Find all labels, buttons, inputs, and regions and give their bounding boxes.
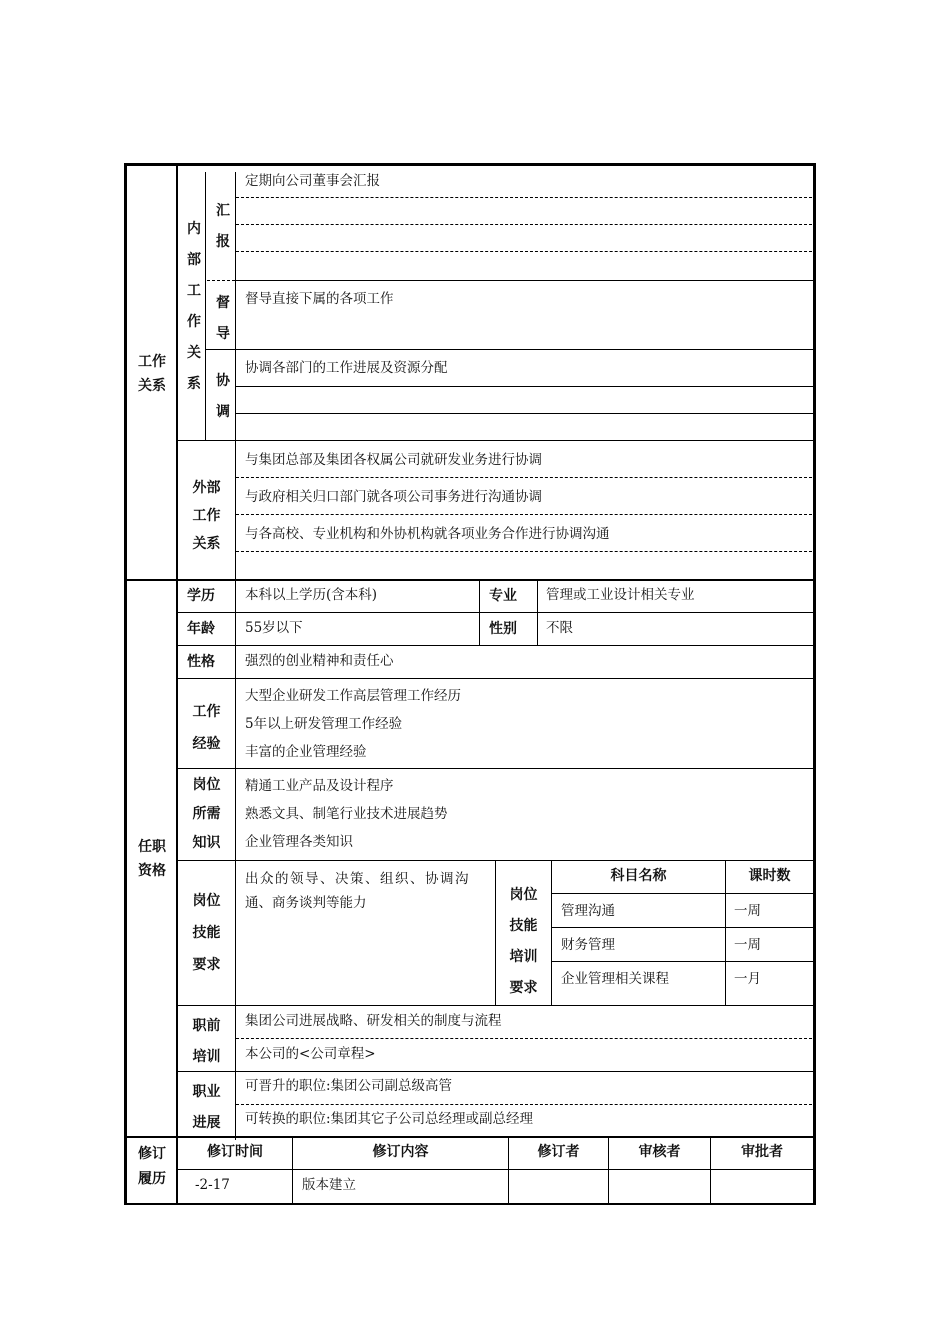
- career-label: 职业 进展: [192, 1084, 221, 1131]
- section-divider: [124, 579, 816, 581]
- row-divider: [235, 386, 813, 387]
- revision-time-header: 修订时间: [207, 1144, 263, 1160]
- row-divider: [176, 1169, 813, 1170]
- knowledge-item-1: 精通工业产品及设计程序: [245, 778, 394, 794]
- revision-content-header: 修订内容: [372, 1144, 429, 1160]
- col-divider: [537, 580, 538, 645]
- row-divider: [205, 349, 813, 350]
- col-divider-internal: [205, 172, 206, 440]
- row-divider: [235, 413, 813, 414]
- age-value: 55岁以下: [245, 620, 303, 636]
- training-subject-3: 企业管理相关课程: [561, 971, 669, 987]
- major-label: 专业: [489, 588, 517, 604]
- skills-label: 岗位 技能 要求: [192, 893, 221, 973]
- dashed-line: [236, 197, 812, 198]
- gender-value: 不限: [546, 620, 573, 636]
- report-label: 汇 报: [216, 203, 230, 250]
- external-item-1: 与集团总部及集团各权属公司就研发业务进行协调: [245, 452, 542, 468]
- internal-relations-label: 内 部 工 作 关 系: [187, 221, 201, 392]
- revision-content-value: 版本建立: [302, 1177, 356, 1193]
- external-item-2: 与政府相关归口部门就各项公司事务进行沟通协调: [245, 489, 542, 505]
- training-hours-2: 一周: [734, 937, 761, 953]
- major-value: 管理或工业设计相关专业: [546, 587, 695, 603]
- skills-text-line1: 出众的领导、决策、组织、协调沟: [245, 871, 470, 887]
- row-divider: [176, 678, 813, 679]
- col-divider-content: [235, 172, 236, 1140]
- row-divider: [207, 280, 235, 281]
- experience-item-2: 5年以上研发管理工作经验: [245, 716, 403, 732]
- dashed-line: [236, 1038, 812, 1039]
- personality-label: 性格: [187, 654, 215, 670]
- training-label: 岗位 技能 培训 要求: [509, 887, 538, 996]
- training-subject-2: 财务管理: [561, 937, 615, 953]
- report-item: 定期向公司董事会汇报: [245, 173, 380, 189]
- training-hours-header: 课时数: [748, 868, 791, 884]
- knowledge-label: 岗位 所需 知识: [192, 777, 221, 851]
- experience-item-1: 大型企业研发工作高层管理工作经历: [245, 688, 461, 704]
- row-divider: [176, 1005, 813, 1006]
- career-item-2: 可转换的职位:集团其它子公司总经理或副总经理: [245, 1111, 534, 1127]
- dashed-line: [236, 477, 812, 478]
- row-divider: [176, 612, 813, 613]
- pre-job-item-1: 集团公司进展战略、研发相关的制度与流程: [245, 1013, 502, 1029]
- gender-label: 性别: [489, 621, 517, 637]
- knowledge-item-2: 熟悉文具、制笔行业技术进展趋势: [245, 806, 448, 822]
- row-divider: [551, 961, 813, 962]
- dashed-line: [236, 514, 812, 515]
- knowledge-item-3: 企业管理各类知识: [245, 834, 353, 850]
- row-divider: [176, 1071, 813, 1072]
- row-divider: [235, 280, 813, 281]
- training-hours-3: 一月: [734, 971, 761, 987]
- qualifications-label: 任职 资格: [138, 839, 166, 879]
- approver-header: 审批者: [741, 1144, 783, 1160]
- work-relations-label: 工作 关系: [138, 354, 166, 394]
- revision-label: 修订 履历: [138, 1146, 166, 1187]
- table-bottom: [124, 1203, 816, 1205]
- education-label: 学历: [187, 588, 215, 604]
- experience-label: 工作 经验: [192, 704, 221, 752]
- row-divider: [176, 645, 813, 646]
- skills-text-line2: 通、商务谈判等能力: [245, 895, 367, 911]
- personality-value: 强烈的创业精神和责任心: [245, 653, 394, 669]
- dashed-line: [236, 224, 812, 225]
- row-divider: [551, 927, 813, 928]
- dashed-line: [236, 551, 812, 552]
- training-hours-1: 一周: [734, 903, 761, 919]
- row-divider: [551, 893, 813, 894]
- age-label: 年龄: [187, 621, 215, 637]
- pre-job-training-label: 职前 培训: [192, 1018, 221, 1065]
- coordinate-item: 协调各部门的工作进展及资源分配: [245, 360, 448, 376]
- row-divider: [176, 768, 813, 769]
- row-divider: [176, 440, 813, 441]
- career-item-1: 可晋升的职位:集团公司副总级高管: [245, 1078, 453, 1094]
- external-relations-label: 外部 工作 关系: [192, 480, 221, 552]
- reviewer-header: 审核者: [638, 1144, 681, 1160]
- training-subject-header: 科目名称: [610, 868, 667, 884]
- coordinate-label: 协 调: [216, 373, 230, 420]
- revision-time-value: -2-17: [195, 1177, 230, 1193]
- dashed-line: [236, 251, 812, 252]
- external-item-3: 与各高校、专业机构和外协机构就各项业务合作进行协调沟通: [245, 526, 610, 542]
- experience-item-3: 丰富的企业管理经验: [245, 744, 367, 760]
- education-value: 本科以上学历(含本科): [245, 587, 378, 603]
- pre-job-item-2: 本公司的<公司章程>: [245, 1046, 376, 1062]
- supervise-label: 督 导: [216, 295, 230, 342]
- dashed-line: [236, 1104, 812, 1105]
- supervise-item: 督导直接下属的各项工作: [245, 291, 394, 307]
- training-subject-1: 管理沟通: [561, 903, 615, 919]
- reviser-header: 修订者: [537, 1144, 580, 1160]
